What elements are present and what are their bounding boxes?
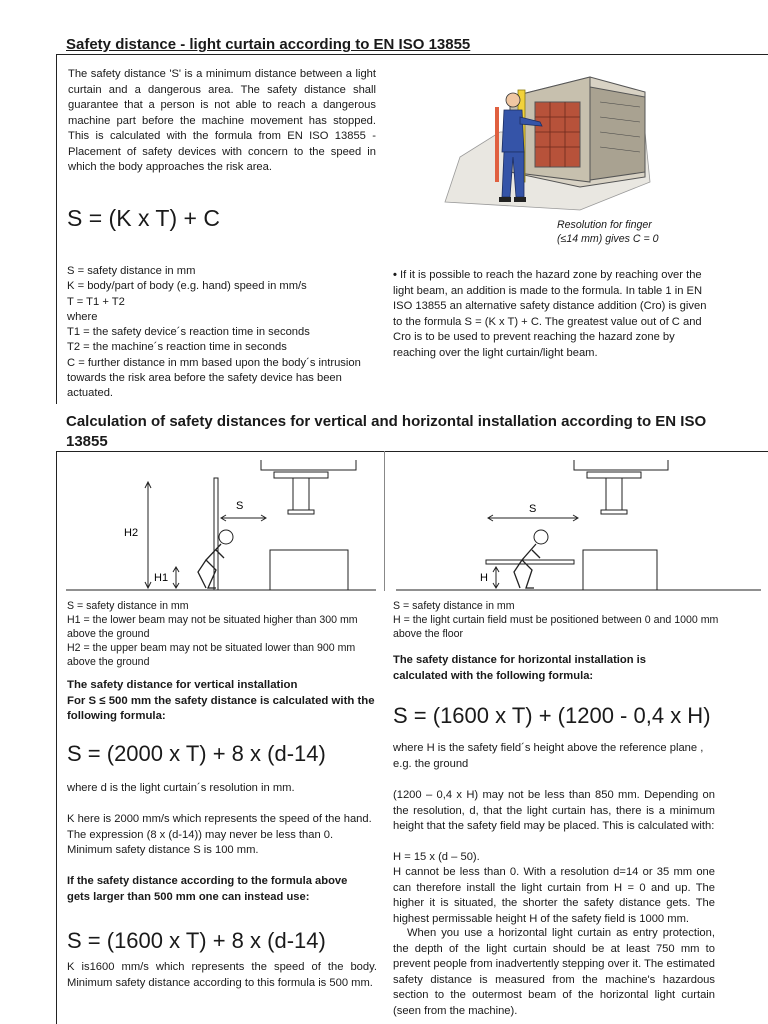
s-label: S [529,503,537,515]
definition-item: S = safety distance in mm [67,265,196,277]
horizontal-def: H = the light curtain field must be positioned between 0 and 1000 mm above the floor [393,614,719,640]
definition-item: T = T1 + T2 [67,295,125,308]
vertical-formula-2: S = (1600 x T) + 8 x (d-14) [67,928,326,953]
horizontal-installation-diagram [396,460,768,595]
definitions-list [67,264,377,402]
horizontal-text-3: When you use a horizontal light curtain as entry protection, the depth of the light curtain should be at least 750 mm to prevent people from inadvertently stepping over it. The estimated safety distance is measured from the machine's hazardous section to the outermost beam of the horizontal light curtain (seen from the machine). [393,927,715,1017]
horizontal-definitions [393,599,723,641]
bullet-note [393,268,713,361]
vertical-installation-diagram [66,460,381,595]
vertical-formula-1: S = (2000 x T) + 8 x (d-14) [67,741,326,766]
vertical-def: H2 = the upper beam may not be situated lower than 900 mm above the ground [67,642,356,668]
bullet-text: If it is possible to reach the hazard zone by reaching over the light beam, an addition is made to the formula. In table 1 in EN ISO 13855 an alternative safety distance addition (Cro) is given to the formula S = (K x T) + C. The greatest value out of C and Cro is to be used to prevent reaching the hazard zone by reaching over the light curtain/light beam. [393,269,707,359]
vertical-k-text: K here is 2000 mm/s which represents the speed of the hand. The expression (8 x (d-14)) may never be less than 0. Minimum safety distance S is 100 mm. [67,813,372,856]
h1-label: H1 [154,572,169,584]
definition-item: K = body/part of body (e.g. hand) speed in mm/s [67,280,307,293]
h2-label: H2 [124,527,139,539]
left-border-top [56,54,57,404]
definition-item: C = further distance in mm based upon the body´s intrusion towards the risk area before the safety device has been actuated. [67,356,361,400]
definition-item: where [67,310,98,323]
vertical-heading-line-2: For S ≤ 500 mm the safety distance is calculated with the following formula: [67,694,375,722]
definition-item: T1 = the safety device´s reaction time in seconds [67,326,310,339]
h-label: H [480,572,488,584]
caption-line-2: (≤14 mm) gives C = 0 [557,233,659,245]
horizontal-text-1: (1200 – 0,4 x H) may not be less than 850 mm. Depending on the resolution, d, that the light curtain has, there is a minimum height that the safety field may be placed. This is calculated with: [393,789,715,832]
section-title: Calculation of safety distances for vertical and horizontal installation according to EN ISO 13855 [66,413,707,450]
vertical-k2-text: K is1600 mm/s which represents the speed of the body. Minimum safety distance according to this formula is 500 mm. [67,961,377,989]
page-title: Safety distance - light curtain according to EN ISO 13855 [66,36,471,53]
horizontal-calc: H = 15 x (d – 50). [393,851,480,863]
title-rule [56,54,768,55]
column-divider [384,451,385,591]
definition-item: T2 = the machine´s reaction time in seconds [67,341,287,354]
intro-paragraph: The safety distance 'S' is a minimum distance between a light curtain and a dangerous area. The safety distance shall guarantee that a person is not able to reach a dangerous machine part before the machine movement has stopped. This is calculated with the formula from EN ISO 13855 - Placement of safety devices with concern to the speed in which the body approaches the risk area. [68,68,376,173]
image-caption [557,218,757,246]
horizontal-def: S = safety distance in mm [393,600,515,612]
left-border-bottom [56,451,57,1024]
horizontal-where-h: where H is the safety field´s height above the reference plane , e.g. the ground [393,742,704,770]
vertical-heading-line-1: The safety distance for vertical installation [67,679,298,691]
worker-illustration [440,62,660,212]
bullet-icon: • [393,269,401,281]
vertical-heading [67,678,379,725]
horizontal-text-2: H cannot be less than 0. With a resolution d=14 or 35 mm one can therefore install the light curtain from H = 0 and up. The higher it is situated, the shorter the safety distance gets. The highest permissable height H of the safety field is 1000 mm. [393,866,715,925]
caption-line-1: Resolution for finger [557,219,652,231]
vertical-definitions [67,599,379,669]
horizontal-heading: The safety distance for horizontal installation is calculated with the following formula: [393,654,647,682]
horizontal-formula: S = (1600 x T) + (1200 - 0,4 x H) [393,703,711,728]
vertical-def: S = safety distance in mm [67,600,189,612]
vertical-def: H1 = the lower beam may not be situated higher than 300 mm above the ground [67,614,358,640]
vertical-heading-2: If the safety distance according to the formula above gets larger than 500 mm one can instead use: [67,875,348,903]
section-rule [56,451,768,452]
s-label: S [236,500,244,512]
vertical-where-d: where d is the light curtain´s resolution in mm. [67,782,295,794]
main-formula: S = (K x T) + C [67,205,220,231]
